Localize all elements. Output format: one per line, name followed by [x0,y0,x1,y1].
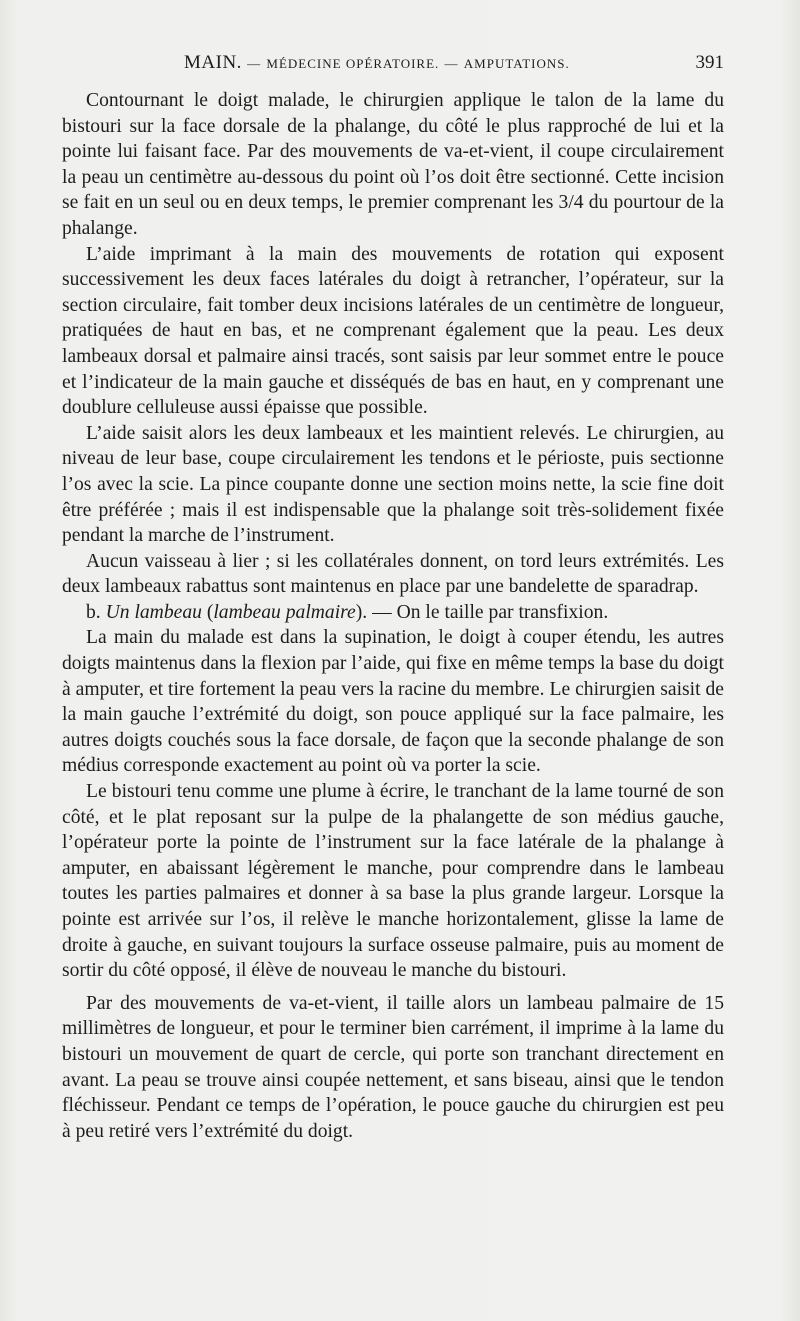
paragraph: Par des mouvements de va-et-vient, il taille alors un lambeau palmaire de 15 millimètres de longueur, et pour le terminer bien carrément, il imprime à la lame du bistouri un mouvement de quart de cercle, qui porte son tranchant directement en avant. La peau se trouve ainsi coupée nettement, et sans biseau, ainsi que le tendon fléchisseur. Pendant ce temps de l’opération, le pouce gauche du chirurgien est peu à peu retiré vers l’extrémité du doigt. [62,992,724,1142]
subheading-letter: b. [86,601,106,623]
paragraph: Contournant le doigt malade, le chirurgien applique le talon de la lame du bistouri sur la face dorsale de la phalange, du côté le plus rapproché de lui et la pointe lui faisant face. Par des mouvements de va-et-vient, il coupe circulairement la peau un centimètre au-dessous du point où l’os doit être sectionné. Cette incision se fait en un seul ou en deux temps, le premier comprenant les 3/4 du pourtour de la phalange. [62,90,724,239]
body-text [62,88,724,1144]
paragraph: La main du malade est dans la supination, le doigt à couper étendu, les autres doigts maintenus dans la flexion par l’aide, qui fixe en même temps la base du doigt à amputer, et tire fortement la peau vers la racine du membre. Le chirurgien saisit de la main gauche l’extrémité du doigt, son pouce appliqué sur la face palmaire, les autres doigts couchés sous la face dorsale, de façon que la seconde phalange de son médius corresponde exactement au point où va porter la scie. [62,627,724,777]
paragraph: L’aide saisit alors les deux lambeaux et les maintient relevés. Le chirurgien, au niveau de leur base, coupe circulairement les tendons et le périoste, puis sectionne l’os avec la scie. La pince coupante donne une section moins nette, la scie fine doit être préférée ; mais il est indispensable que la phalange soit très-solidement fixée pendant la marche de l’instrument. [62,422,724,547]
page-number: 391 [695,52,724,73]
header-chapter: AMPUTATIONS. [463,56,570,71]
subheading-italic: Un lambeau [105,601,202,623]
header-section: MAIN. [184,52,242,73]
running-title [184,52,570,74]
header-dash-1: — [247,56,262,71]
paragraph: L’aide imprimant à la main des mouvements de rotation qui exposent successivement les deux faces latérales du doigt à retrancher, l’opérateur, sur la section circulaire, fait tomber deux incisions latérales de un centimètre de longueur, pratiquées de haut en bas, et ne comprenant également que la peau. Les deux lambeaux dorsal et palmaire ainsi tracés, sont saisis par leur sommet entre le pouce et l’indicateur de la main gauche et disséqués de bas en haut, en y comprenant une doublure celluleuse aussi épaisse que possible. [62,243,724,419]
paragraph: Le bistouri tenu comme une plume à écrire, le tranchant de la lame tourné de son côté, et le plat reposant sur la pulpe de la phalangette de son médius gauche, l’opérateur porte la pointe de l’instrument sur la face latérale de la phalange à amputer, en abaissant légèrement le manche, pour comprendre dans le lambeau toutes les parties palmaires et donner à sa base la plus grande largeur. Lorsque la pointe est arrivée sur l’os, il relève le manche horizontalement, glisse la lame de droite à gauche, en suivant toujours la surface osseuse palmaire, puis au moment de sortir du côté opposé, il élève de nouveau le manche du bistouri. [62,781,724,982]
subheading-paren: ( [201,601,214,623]
running-header [62,52,724,78]
paragraph: Aucun vaisseau à lier ; si les collatérales donnent, on tord leurs extrémités. Les deux lambeaux rabattus sont maintenus en place par une bandelette de sparadrap. [62,550,724,598]
header-subsection: MÉDECINE OPÉRATOIRE. [266,56,440,71]
subheading-paragraph [62,600,724,626]
subheading-italic-2: lambeau palmaire [213,601,356,623]
header-dash-2: — [444,56,459,71]
subheading-rest: ). — On le taille par transfixion. [355,601,609,623]
